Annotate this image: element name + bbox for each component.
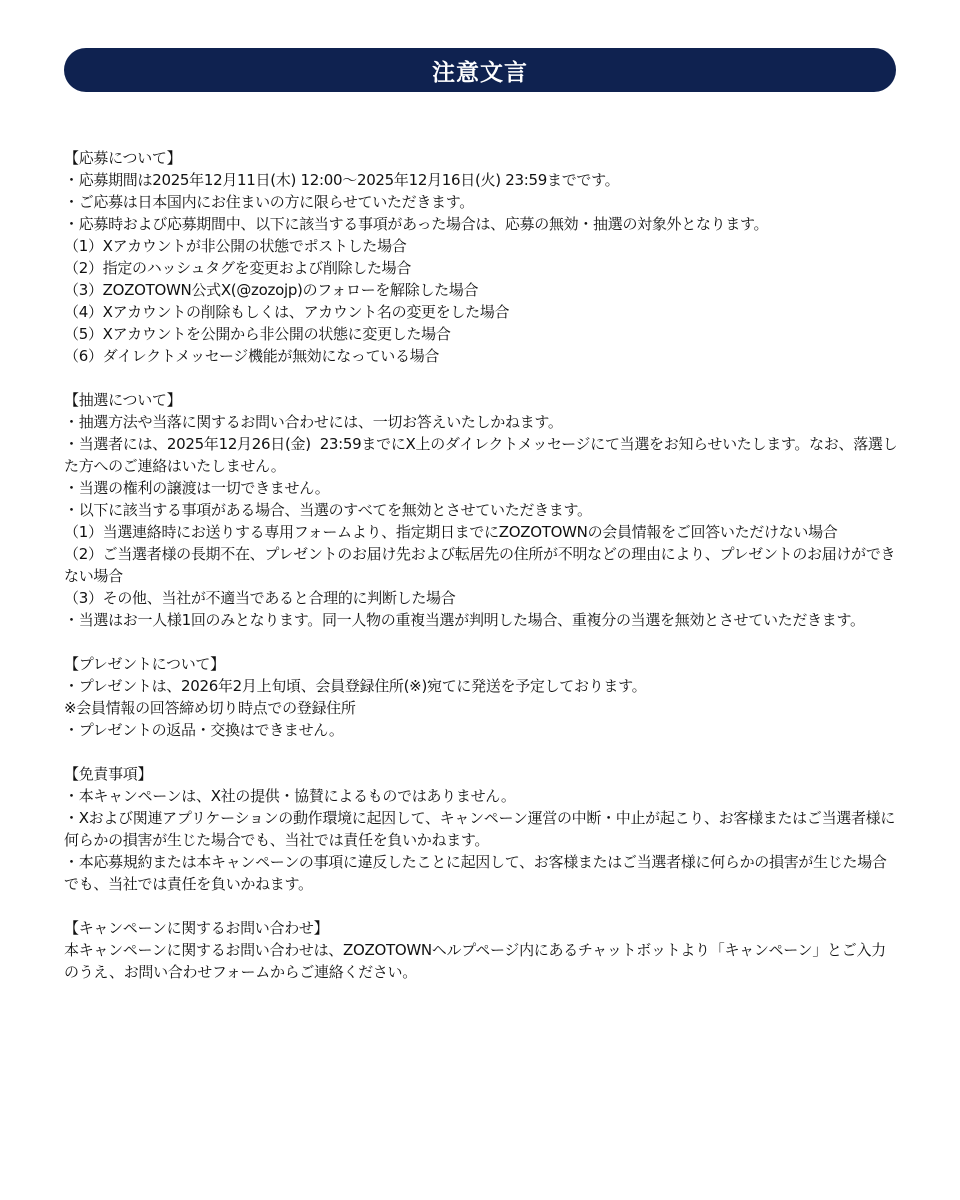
- notice-line: （2）指定のハッシュタグを変更および削除した場合: [64, 259, 412, 277]
- notice-line: （3）その他、当社が不適当であると合理的に判断した場合: [64, 589, 456, 607]
- notice-line: ・ご応募は日本国内にお住まいの方に限らせていただきます。: [64, 193, 474, 211]
- notice-line: （6）ダイレクトメッセージ機能が無効になっている場合: [64, 347, 440, 365]
- section-lottery: [64, 389, 898, 631]
- notice-line: ・以下に該当する事項がある場合、当選のすべてを無効とさせていただきます。: [64, 501, 592, 519]
- section-heading: 【応募について】: [64, 149, 182, 167]
- section-heading: 【キャンペーンに関するお問い合わせ】: [64, 919, 329, 937]
- notice-line: ・抽選方法や当落に関するお問い合わせには、一切お答えいたしかねます。: [64, 413, 563, 431]
- notice-line: （1）当選連絡時にお送りする専用フォームより、指定期日までにZOZOTOWNの会員情報をご回答いただけない場合: [64, 523, 838, 541]
- section-heading: 【抽選について】: [64, 391, 182, 409]
- notice-line: 本キャンペーンに関するお問い合わせは、ZOZOTOWNヘルプページ内にあるチャットボットより「キャンペーン」とご入力のうえ、お問い合わせフォームからご連絡ください。: [64, 941, 886, 981]
- section-present: [64, 653, 898, 741]
- section-contact: [64, 917, 898, 983]
- notice-header-bar: [64, 48, 896, 92]
- section-heading: 【免責事項】: [64, 765, 153, 783]
- notice-line: ・プレゼントの返品・交換はできません。: [64, 721, 344, 739]
- notice-line: ・Xおよび関連アプリケーションの動作環境に起因して、キャンペーン運営の中断・中止が起こり、お客様またはご当選者様に何らかの損害が生じた場合でも、当社では責任を負いかねます。: [64, 809, 896, 849]
- notice-line: （3）ZOZOTOWN公式X(@zozojp)のフォローを解除した場合: [64, 281, 479, 299]
- notice-line: ・本キャンペーンは、X社の提供・協賛によるものではありません。: [64, 787, 516, 805]
- notice-body: [64, 147, 898, 1005]
- notice-title: 注意文言: [432, 59, 528, 86]
- notice-line: ・本応募規約または本キャンペーンの事項に違反したことに起因して、お客様またはご当選者様に何らかの損害が生じた場合でも、当社では責任を負いかねます。: [64, 853, 887, 893]
- notice-line: ・当選の権利の譲渡は一切できません。: [64, 479, 330, 497]
- notice-line: （5）Xアカウントを公開から非公開の状態に変更した場合: [64, 325, 451, 343]
- notice-line: ・プレゼントは、2026年2月上旬頃、会員登録住所(※)宛てに発送を予定しております。: [64, 677, 647, 695]
- notice-line: ※会員情報の回答締め切り時点での登録住所: [64, 699, 356, 717]
- notice-line: ・当選者には、2025年12月26日(金) 23:59までにX上のダイレクトメッセージにて当選をお知らせいたします。なお、落選した方へのご連絡はいたしません。: [64, 435, 898, 475]
- section-heading: 【プレゼントについて】: [64, 655, 225, 673]
- notice-line: （4）Xアカウントの削除もしくは、アカウント名の変更をした場合: [64, 303, 510, 321]
- section-disclaimer: [64, 763, 898, 895]
- notice-line: ・当選はお一人様1回のみとなります。同一人物の重複当選が判明した場合、重複分の当選を無効とさせていただきます。: [64, 611, 865, 629]
- notice-line: （2）ご当選者様の長期不在、プレゼントのお届け先および転居先の住所が不明などの理由により、プレゼントのお届けができない場合: [64, 545, 896, 585]
- notice-line: （1）Xアカウントが非公開の状態でポストした場合: [64, 237, 407, 255]
- section-application: [64, 147, 898, 367]
- notice-line: ・応募期間は2025年12月11日(木) 12:00〜2025年12月16日(火) 23:59までです。: [64, 171, 620, 189]
- notice-line: ・応募時および応募期間中、以下に該当する事項があった場合は、応募の無効・抽選の対象外となります。: [64, 215, 769, 233]
